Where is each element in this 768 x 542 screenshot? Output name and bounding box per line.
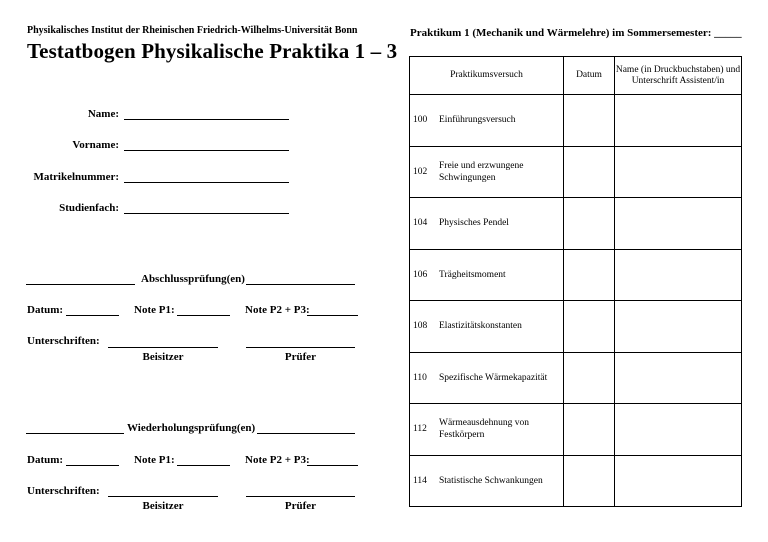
column-header-assistant: Name (in Druckbuchstaben) und Unterschrift Assistent/in <box>615 57 742 95</box>
beisitzer-label: Beisitzer <box>142 351 184 363</box>
table-row <box>410 146 742 198</box>
pruefer-label: Prüfer <box>284 351 317 363</box>
studienfach-label: Studienfach: <box>59 202 119 214</box>
section-rule-right <box>257 433 355 434</box>
date-cell[interactable] <box>564 249 615 301</box>
column-header-experiment: Praktikumsversuch <box>410 57 564 95</box>
table-row <box>410 249 742 301</box>
experiment-name: Freie und erzwungene Schwingungen <box>439 160 524 183</box>
pruefer-signature-field[interactable] <box>246 347 355 348</box>
date-cell[interactable] <box>564 146 615 198</box>
matrikelnummer-label: Matrikelnummer: <box>33 171 119 183</box>
beisitzer-label: Beisitzer <box>142 500 184 512</box>
experiment-number: 112 <box>413 424 427 435</box>
note-p23-label: Note P2 + P3: <box>245 304 310 316</box>
section-rule-left <box>26 284 135 285</box>
note-p23-field[interactable] <box>307 315 358 316</box>
table-row <box>410 301 742 353</box>
assistant-signature-cell[interactable] <box>615 95 742 147</box>
institute-name: Physikalisches Institut der Rheinischen Friedrich-Wilhelms-Universität Bonn <box>27 25 358 36</box>
vorname-field[interactable] <box>124 150 289 151</box>
date-cell[interactable] <box>564 301 615 353</box>
experiment-number: 102 <box>413 166 428 177</box>
table-row <box>410 455 742 507</box>
date-cell[interactable] <box>564 198 615 250</box>
note-p1-field[interactable] <box>177 465 230 466</box>
date-cell[interactable] <box>564 404 615 456</box>
datum-field[interactable] <box>66 465 119 466</box>
pruefer-label: Prüfer <box>284 500 317 512</box>
abschlusspruefung-heading: Abschlussprüfung(en) <box>141 273 245 285</box>
experiment-number: 114 <box>413 475 427 486</box>
table-header-row <box>410 57 742 95</box>
praktikum-heading: Praktikum 1 (Mechanik und Wärmelehre) im Sommersemester: _____ <box>410 27 742 39</box>
datum-label: Datum: <box>27 304 64 316</box>
experiment-number: 100 <box>413 115 428 126</box>
datum-field[interactable] <box>66 315 119 316</box>
name-field[interactable] <box>124 119 289 120</box>
beisitzer-signature-field[interactable] <box>108 347 218 348</box>
unterschriften-label: Unterschriften: <box>27 485 100 497</box>
vorname-label: Vorname: <box>72 139 119 151</box>
experiment-name: Physisches Pendel <box>439 218 509 229</box>
wiederholungspruefung-heading: Wiederholungsprüfung(en) <box>127 422 256 434</box>
experiment-number: 104 <box>413 218 428 229</box>
experiment-name: Einführungsversuch <box>439 115 516 126</box>
unterschriften-label: Unterschriften: <box>27 335 100 347</box>
column-header-date: Datum <box>564 57 615 95</box>
table-row <box>410 404 742 456</box>
assistant-signature-cell[interactable] <box>615 404 742 456</box>
experiment-name: Elastizitätskonstanten <box>439 321 522 332</box>
form-title: Testatbogen Physikalische Praktika 1 – 3 <box>27 39 398 63</box>
assistant-signature-cell[interactable] <box>615 146 742 198</box>
date-cell[interactable] <box>564 95 615 147</box>
experiment-name: Statistische Schwankungen <box>439 475 543 486</box>
date-cell[interactable] <box>564 352 615 404</box>
note-p23-field[interactable] <box>307 465 358 466</box>
note-p23-label: Note P2 + P3: <box>245 454 310 466</box>
note-p1-label: Note P1: <box>134 304 175 316</box>
assistant-signature-cell[interactable] <box>615 301 742 353</box>
section-rule-left <box>26 433 124 434</box>
assistant-signature-cell[interactable] <box>615 352 742 404</box>
results-table <box>409 56 742 507</box>
section-rule-right <box>246 284 355 285</box>
table-row <box>410 352 742 404</box>
datum-label: Datum: <box>27 454 64 466</box>
note-p1-field[interactable] <box>177 315 230 316</box>
note-p1-label: Note P1: <box>134 454 175 466</box>
assistant-signature-cell[interactable] <box>615 198 742 250</box>
table-row <box>410 95 742 147</box>
table-row <box>410 198 742 250</box>
experiment-name: Trägheitsmoment <box>439 269 506 280</box>
experiment-number: 108 <box>413 321 428 332</box>
beisitzer-signature-field[interactable] <box>108 496 218 497</box>
assistant-signature-cell[interactable] <box>615 249 742 301</box>
name-label: Name: <box>87 108 119 120</box>
assistant-signature-cell[interactable] <box>615 455 742 507</box>
experiment-number: 110 <box>413 372 427 383</box>
experiment-name: Spezifische Wärmekapazität <box>439 372 548 383</box>
date-cell[interactable] <box>564 455 615 507</box>
experiment-number: 106 <box>413 269 428 280</box>
studienfach-field[interactable] <box>124 213 289 214</box>
experiment-name: Wärmeausdehnung von Festkörpern <box>439 418 529 441</box>
pruefer-signature-field[interactable] <box>246 496 355 497</box>
matrikelnummer-field[interactable] <box>124 182 289 183</box>
